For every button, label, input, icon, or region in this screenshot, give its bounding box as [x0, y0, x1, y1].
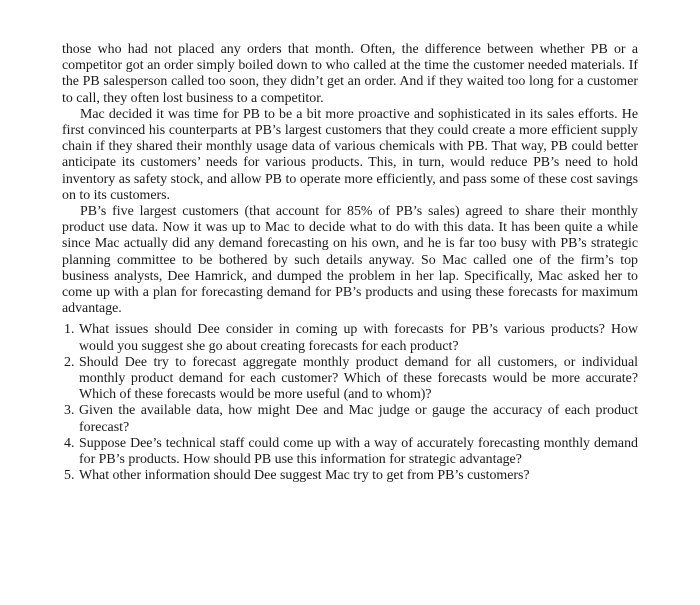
question-number: 5.: [64, 468, 75, 484]
paragraph-continuation: those who had not placed any orders that month. Often, the difference between whether PB or a competitor got an order simply boiled down to who called at the time the customer needed materials. If the PB salesperson called too soon, they didn’t get an order. And if they waited too long for a customer to call, they often lost business to a competitor.: [62, 42, 638, 106]
question-number: 1.: [64, 322, 75, 338]
question-text: What other information should Dee suggest Mac try to get from PB’s customers?: [79, 468, 530, 484]
question-text: What issues should Dee consider in coming up with forecasts for PB’s various products? How would you suggest she go about creating forecasts for each product?: [79, 322, 638, 354]
document-page: [62, 42, 638, 484]
discussion-questions: [62, 322, 638, 484]
paragraph-mac-decision: Mac decided it was time for PB to be a bit more proactive and sophisticated in its sales efforts. He first convinced his counterparts at PB’s largest customers that they could create a more efficient supply chain if they shared their monthly usage data of various chemicals with PB. That way, PB could better anticipate its customers’ needs for various products. This, in turn, would reduce PB’s need to hold inventory as safety stock, and allow PB to operate more efficiently, and pass some of these cost savings on to its customers.: [62, 106, 638, 203]
question-item: [62, 468, 638, 484]
question-item: [62, 403, 638, 435]
question-number: 3.: [64, 403, 75, 419]
question-text: Should Dee try to forecast aggregate monthly product demand for all customers, or individual monthly product demand for each customer? Which of these forecasts would be more accurate? Which of these forecasts would be more useful (and to whom)?: [79, 354, 638, 403]
question-text: Suppose Dee’s technical staff could come up with a way of accurately forecasting monthly demand for PB’s products. How should PB use this information for strategic advantage?: [79, 435, 638, 468]
question-item: [62, 355, 638, 404]
question-number: 2.: [64, 354, 75, 370]
question-item: [62, 322, 638, 354]
paragraph-largest-customers: PB’s five largest customers (that account for 85% of PB’s sales) agreed to share their monthly product use data. Now it was up to Mac to decide what to do with this data. It has been quite a while since Mac actually did any demand forecasting on his own, and he is far too busy with PB’s strategic planning committee to be bothered by such details anyway. So Mac called one of the firm’s top business analysts, Dee Hamrick, and dumped the problem in her lap. Specifically, Mac asked her to come up with a plan for forecasting demand for PB’s products and using these forecasts for maximum advantage.: [62, 204, 638, 317]
question-number: 4.: [64, 435, 75, 451]
question-item: [62, 436, 638, 468]
question-text: Given the available data, how might Dee and Mac judge or gauge the accuracy of each product forecast?: [79, 403, 638, 435]
